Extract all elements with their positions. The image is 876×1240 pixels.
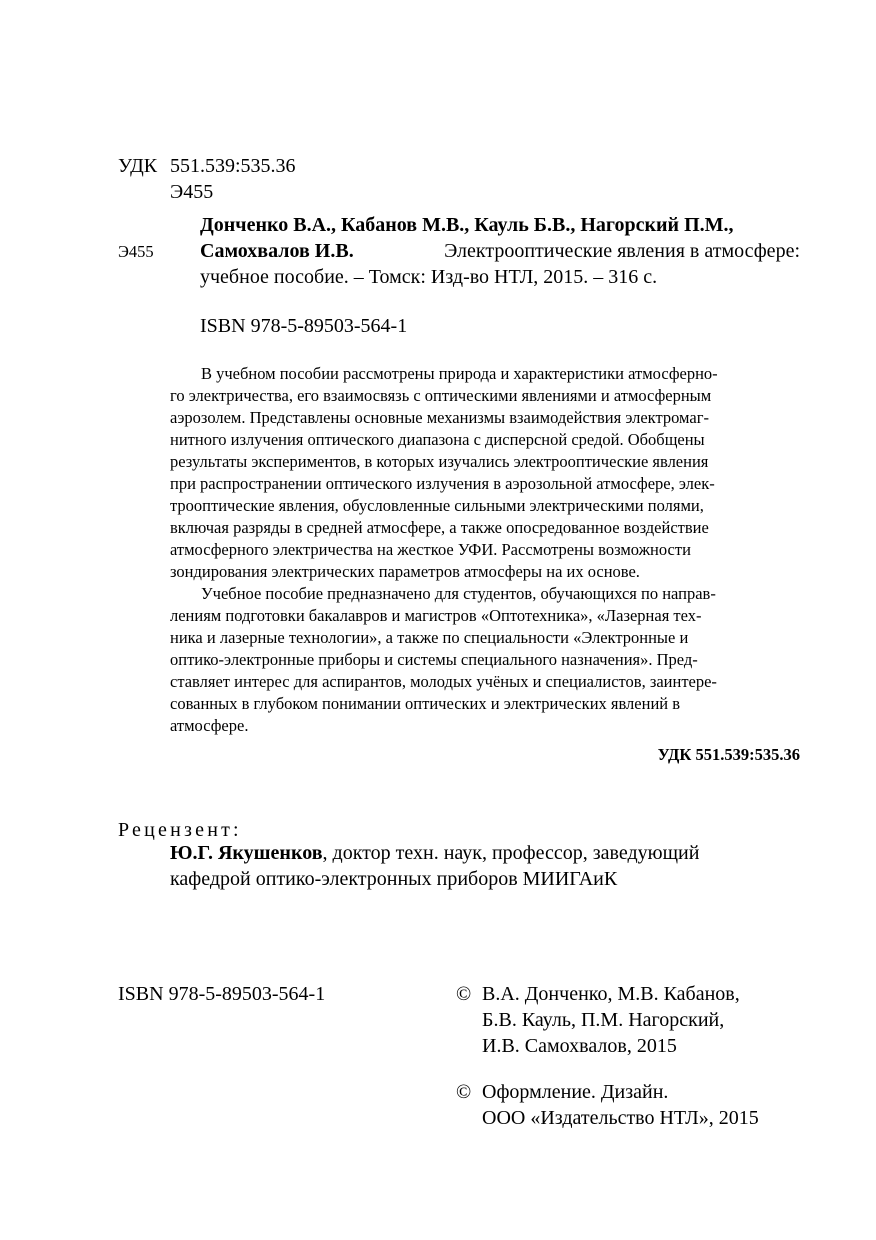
copyright-authors-line: Б.В. Кауль, П.М. Нагорский, xyxy=(482,1009,725,1031)
book-title: Электрооптические явления в атмосфере: xyxy=(444,240,800,262)
abstract-line: Учебное пособие предназначено для студентов, обучающихся по направ- xyxy=(201,584,716,603)
abstract-line: сованных в глубоком понимании оптических и электрических явлений в xyxy=(170,694,681,713)
abstract-line: зондирования электрических параметров атмосферы на их основе. xyxy=(170,562,640,581)
reviewer-label: Рецензент: xyxy=(118,819,242,841)
abstract-line: трооптические явления, обусловленные сильными электрическими полями, xyxy=(170,496,704,515)
isbn-bottom: ISBN 978-5-89503-564-1 xyxy=(118,983,326,1005)
cutter-mark: Э455 xyxy=(170,181,214,203)
authors-line: Донченко В.А., Кабанов М.В., Кауль Б.В., Нагорский П.М., xyxy=(200,214,734,236)
udc-bottom: УДК 551.539:535.36 xyxy=(657,745,800,764)
abstract-line: аэрозолем. Представлены основные механизмы взаимодействия электромаг- xyxy=(170,408,709,427)
bibliographic-description xyxy=(200,212,800,290)
abstract-line: лениям подготовки бакалавров и магистров «Оптотехника», «Лазерная тех- xyxy=(170,606,702,625)
copyright-design-line: Оформление. Дизайн. xyxy=(482,1081,669,1103)
copyright-publisher-line: ООО «Издательство НТЛ», 2015 xyxy=(482,1107,759,1129)
isbn-top: ISBN 978-5-89503-564-1 xyxy=(200,315,408,337)
abstract-line: при распространении оптического излучения в аэрозольной атмосфере, элек- xyxy=(170,474,715,493)
udc-code: 551.539:535.36 xyxy=(170,155,296,177)
abstract-line: результаты экспериментов, в которых изучались электрооптические явления xyxy=(170,452,709,471)
abstract-line: ника и лазерные технологии», а также по специальности «Электронные и xyxy=(170,628,689,647)
abstract-line: атмосферного электричества на жесткое УФИ. Рассмотрены возможности xyxy=(170,540,691,559)
cutter-left: Э455 xyxy=(118,242,154,261)
copyright-symbol: © xyxy=(456,983,472,1005)
abstract-line: ставляет интерес для аспирантов, молодых учёных и специалистов, заинтере- xyxy=(170,672,717,691)
reviewer-name: Ю.Г. Якушенков xyxy=(170,842,323,864)
publication-info: учебное пособие. – Томск: Изд-во НТЛ, 2015. – 316 с. xyxy=(200,266,658,288)
abstract-line: включая разряды в средней атмосфере, а также опосредованное воздействие xyxy=(170,518,709,537)
copyright-authors-line: И.В. Самохвалов, 2015 xyxy=(482,1035,677,1057)
udc-label: УДК xyxy=(118,155,158,177)
abstract xyxy=(170,363,800,737)
abstract-line: В учебном пособии рассмотрены природа и характеристики атмосферно- xyxy=(201,364,718,383)
abstract-line: атмосфере. xyxy=(170,716,249,735)
reviewer-title: , доктор техн. наук, профессор, заведующий xyxy=(322,842,700,864)
reviewer-department: кафедрой оптико-электронных приборов МИИГАиК xyxy=(170,868,618,890)
abstract-line: го электричества, его взаимосвязь с оптическими явлениями и атмосферным xyxy=(170,386,712,405)
abstract-line: нитного излучения оптического диапазона с дисперсной средой. Обобщены xyxy=(170,430,705,449)
abstract-line: оптико-электронные приборы и системы специального назначения». Пред- xyxy=(170,650,698,669)
udc-header xyxy=(118,153,296,179)
reviewer xyxy=(170,840,699,892)
author-samokhvalov: Самохвалов И.В. xyxy=(200,240,354,262)
copyright-symbol: © xyxy=(456,1081,472,1103)
copyright-block xyxy=(456,981,759,1131)
copyright-authors-line: В.А. Донченко, М.В. Кабанов, xyxy=(482,983,740,1005)
